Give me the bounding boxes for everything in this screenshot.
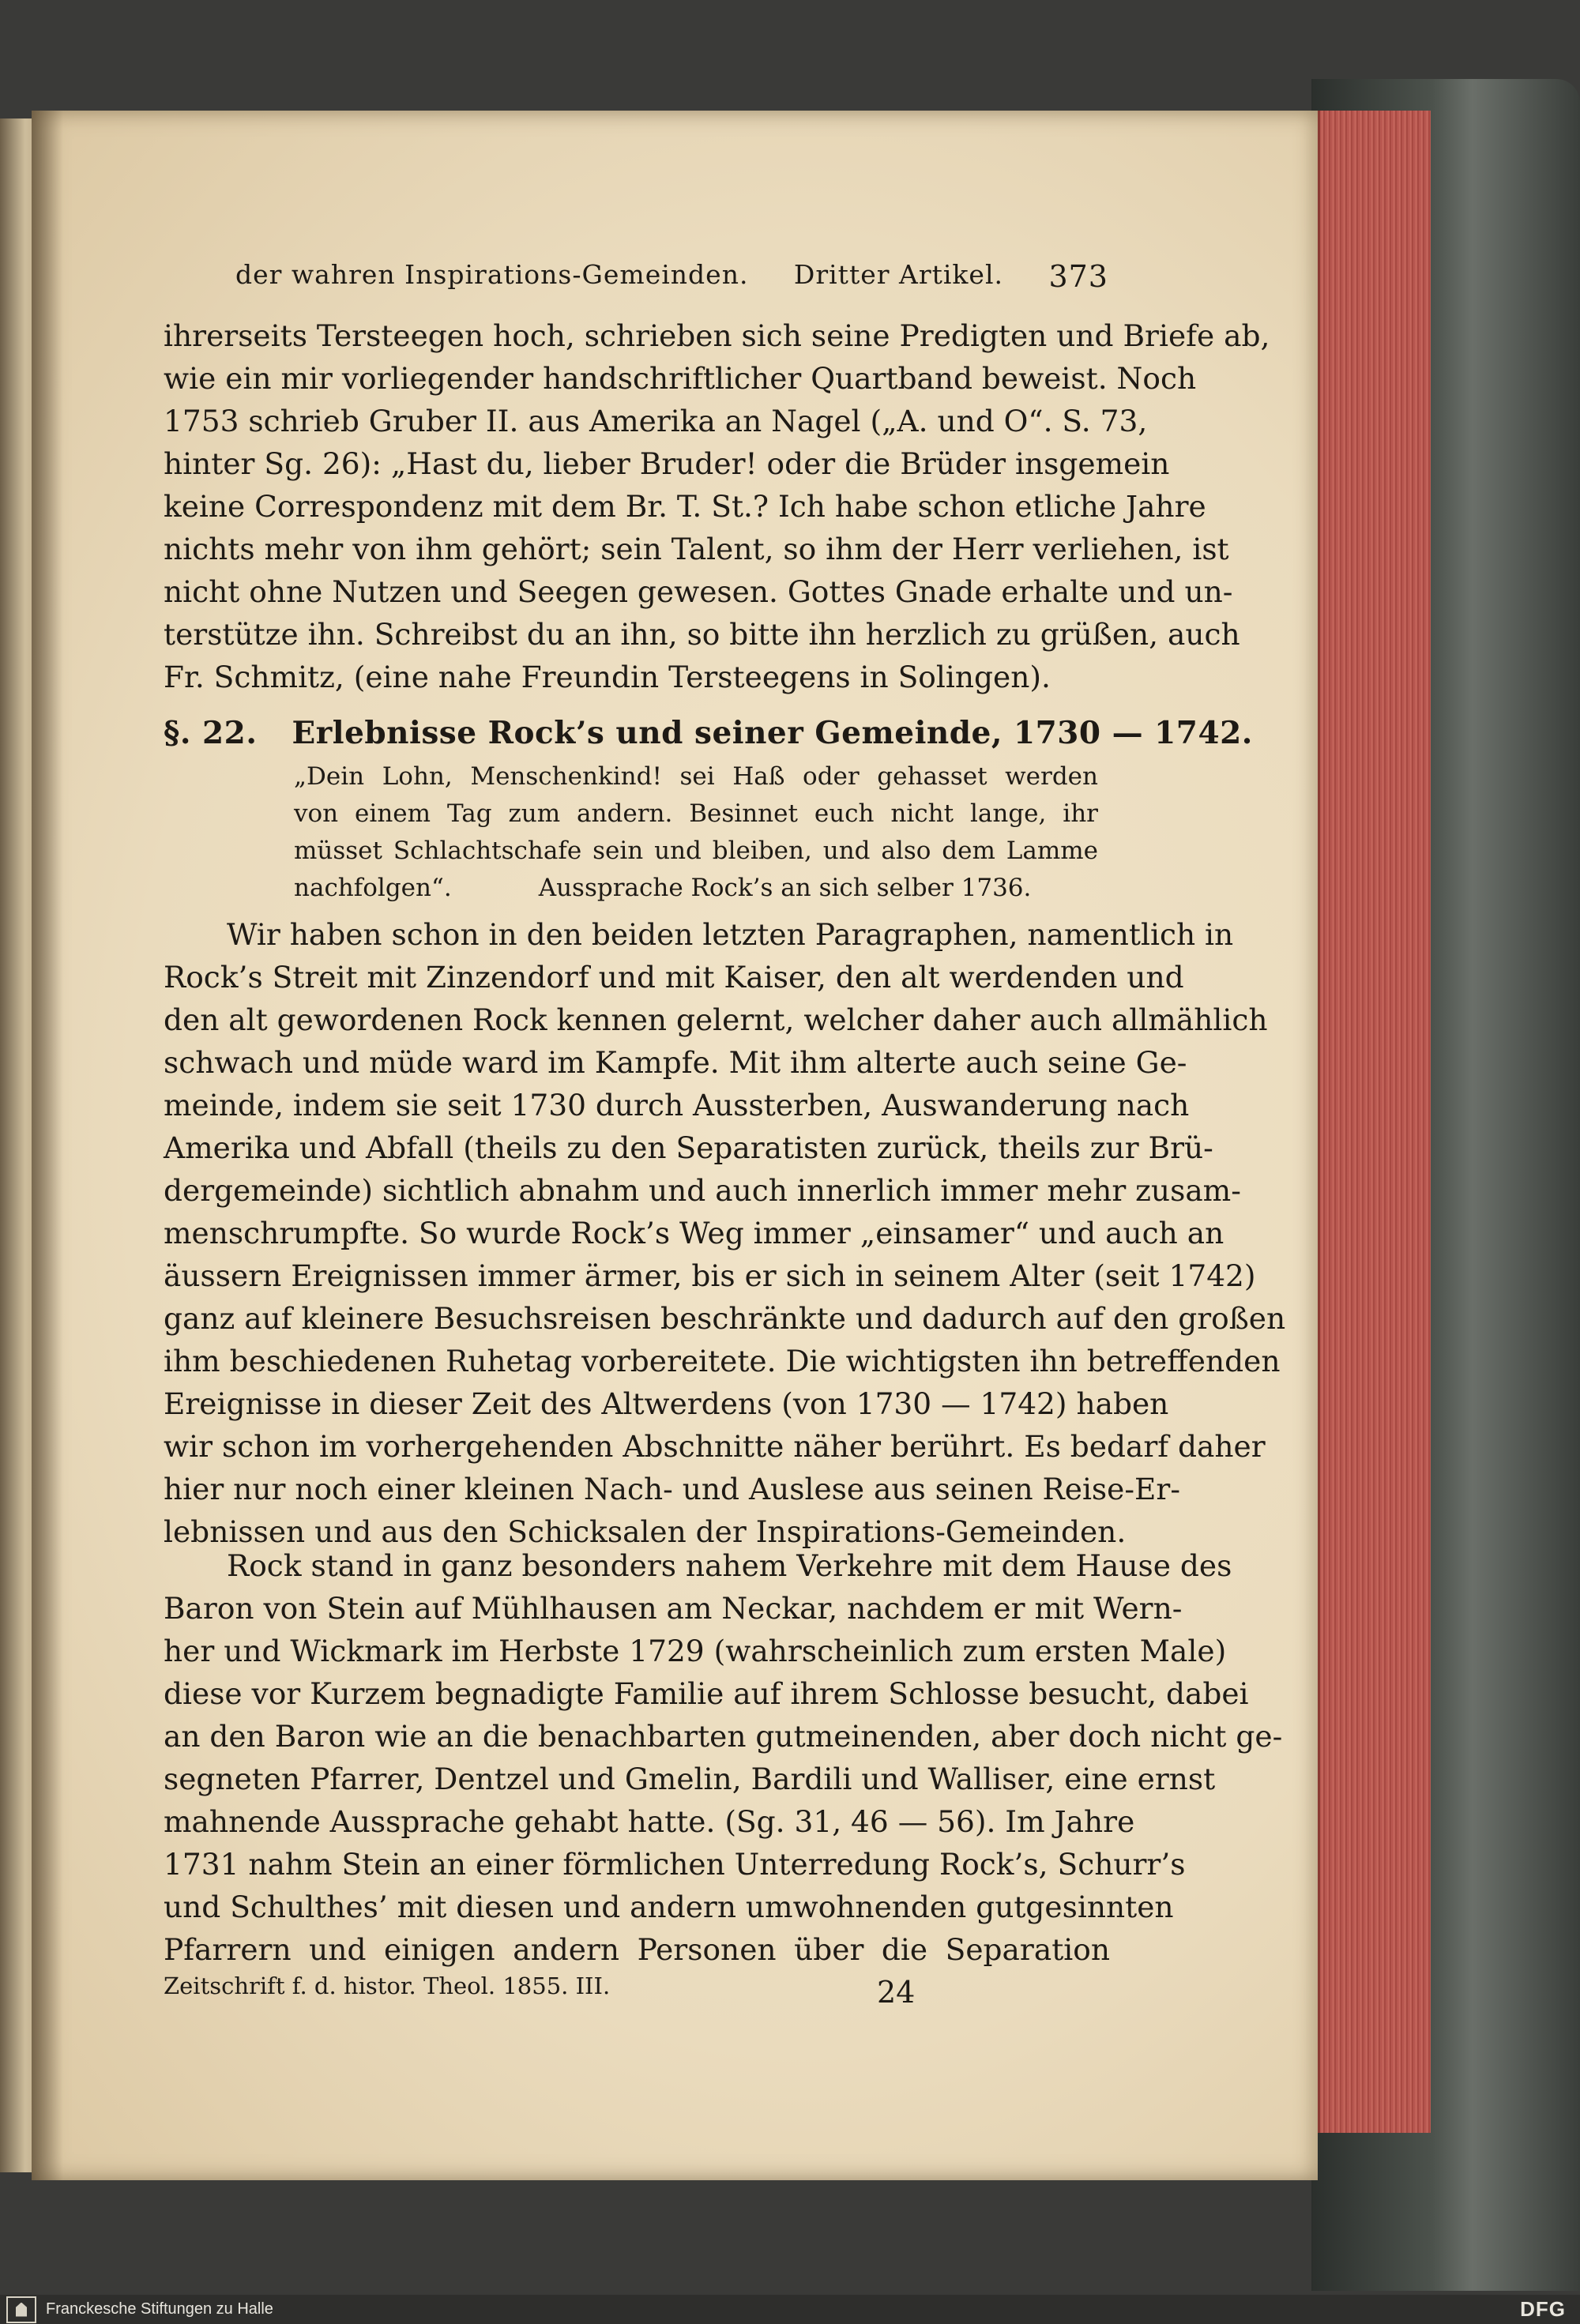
gutter-shadow	[32, 111, 63, 2180]
text-line: dergemeinde) sichtlich abnahm und auch innerlich immer mehr zusam-	[164, 1173, 1241, 1208]
text-line: Rock stand in ganz besonders nahem Verkehre mit dem Hause des	[227, 1548, 1232, 1583]
page-number: 373	[1048, 259, 1108, 294]
text-line: her und Wickmark im Herbste 1729 (wahrscheinlich zum ersten Male)	[164, 1634, 1227, 1668]
motto-quote	[294, 758, 1098, 907]
text-line: wie ein mir vorliegender handschriftlicher Quartband beweist. Noch	[164, 361, 1197, 396]
text-line: Wir haben schon in den beiden letzten Paragraphen, namentlich in	[227, 917, 1234, 952]
paragraph-2	[164, 913, 1286, 1553]
motto-line: müsset Schlachtschafe sein und bleiben, und also dem Lamme	[294, 837, 1098, 865]
motto-line-end: nachfolgen“.	[294, 874, 452, 902]
text-line: 1753 schrieb Gruber II. aus Amerika an Nagel („A. und O“. S. 73,	[164, 404, 1148, 438]
text-line: Ereignisse in dieser Zeit des Altwerdens (von 1730 — 1742) haben	[164, 1386, 1169, 1421]
paragraph-1	[164, 314, 1270, 698]
journal-footer: Zeitschrift f. d. histor. Theol. 1855. III.	[164, 1972, 611, 1999]
article-label: Dritter Artikel.	[793, 259, 1003, 290]
text-line: ihrerseits Tersteegen hoch, schrieben sich seine Predigten und Briefe ab,	[164, 318, 1270, 353]
page-block-edge	[1318, 111, 1431, 2133]
text-line: Amerika und Abfall (theils zu den Separatisten zurück, theils zur Brü-	[164, 1130, 1213, 1165]
paragraph-3	[164, 1544, 1283, 1971]
section-number: §. 22.	[164, 715, 258, 751]
text-line: Rock’s Streit mit Zinzendorf und mit Kaiser, den alt werdenden und	[164, 960, 1184, 995]
text-line: schwach und müde ward im Kampfe. Mit ihm alterte auch seine Ge-	[164, 1045, 1187, 1080]
text-line: terstütze ihn. Schreibst du an ihn, so bitte ihn herzlich zu grüßen, auch	[164, 617, 1240, 652]
text-line: ganz auf kleinere Besuchsreisen beschränkte und dadurch auf den großen	[164, 1301, 1286, 1336]
text-line: den alt gewordenen Rock kennen gelernt, welcher daher auch allmählich	[164, 1002, 1268, 1037]
text-line: nicht ohne Nutzen und Seegen gewesen. Gottes Gnade erhalte und un-	[164, 574, 1233, 609]
text-line: hier nur noch einer kleinen Nach- und Auslese aus seinen Reise-Er-	[164, 1472, 1181, 1506]
text-line: ihm beschiedenen Ruhetag vorbereitete. Die wichtigsten ihn betreffenden	[164, 1344, 1281, 1378]
text-line: lebnissen und aus den Schicksalen der Inspirations-Gemeinden.	[164, 1514, 1127, 1549]
running-header	[235, 259, 1108, 294]
text-line: hinter Sg. 26): „Hast du, lieber Bruder! oder die Brüder insgemein	[164, 446, 1170, 481]
signature-mark: 24	[877, 1975, 916, 2010]
institution-name: Franckesche Stiftungen zu Halle	[46, 2300, 273, 2318]
running-title: der wahren Inspirations-Gemeinden.	[235, 259, 749, 290]
dfg-logo: DFG	[1520, 2297, 1566, 2321]
text-line: nichts mehr von ihm gehört; sein Talent, so ihm der Herr verliehen, ist	[164, 532, 1229, 566]
section-heading	[164, 715, 1253, 751]
scan-footer-bar	[0, 2295, 1580, 2324]
motto-line: „Dein Lohn, Menschenkind! sei Haß oder gehasset werden	[294, 762, 1098, 791]
text-line: äussern Ereignissen immer ärmer, bis er sich in seinem Alter (seit 1742)	[164, 1258, 1256, 1293]
text-line: meinde, indem sie seit 1730 durch Aussterben, Auswanderung nach	[164, 1088, 1190, 1123]
text-line: segneten Pfarrer, Dentzel und Gmelin, Bardili und Walliser, eine ernst	[164, 1762, 1216, 1796]
motto-source: Aussprache Rock’s an sich selber 1736.	[538, 874, 1032, 902]
text-line: an den Baron wie an die benachbarten gutmeinenden, aber doch nicht ge-	[164, 1719, 1283, 1754]
text-line: mahnende Aussprache gehabt hatte. (Sg. 31, 46 — 56). Im Jahre	[164, 1804, 1135, 1839]
text-line: wir schon im vorhergehenden Abschnitte näher berührt. Es bedarf daher	[164, 1429, 1266, 1464]
motto-line: von einem Tag zum andern. Besinnet euch nicht lange, ihr	[294, 799, 1098, 828]
text-line: diese vor Kurzem begnadigte Familie auf ihrem Schlosse besucht, dabei	[164, 1676, 1249, 1711]
text-line: Fr. Schmitz, (eine nahe Freundin Tersteegens in Solingen).	[164, 660, 1051, 694]
section-title: Erlebnisse Rock’s und seiner Gemeinde, 1730 — 1742.	[292, 715, 1253, 751]
text-line: menschrumpfte. So wurde Rock’s Weg immer „einsamer“ und auch an	[164, 1216, 1224, 1250]
institution-logo-icon	[6, 2296, 36, 2323]
motto-last-line	[294, 870, 1098, 907]
text-line: keine Correspondenz mit dem Br. T. St.? Ich habe schon etliche Jahre	[164, 489, 1206, 524]
text-line: und Schulthes’ mit diesen und andern umwohnenden gutgesinnten	[164, 1890, 1174, 1924]
text-line: Pfarrern und einigen andern Personen über die Separation	[164, 1932, 1110, 1967]
text-line: Baron von Stein auf Mühlhausen am Neckar, nachdem er mit Wern-	[164, 1591, 1183, 1626]
text-line: 1731 nahm Stein an einer förmlichen Unterredung Rock’s, Schurr’s	[164, 1847, 1186, 1882]
